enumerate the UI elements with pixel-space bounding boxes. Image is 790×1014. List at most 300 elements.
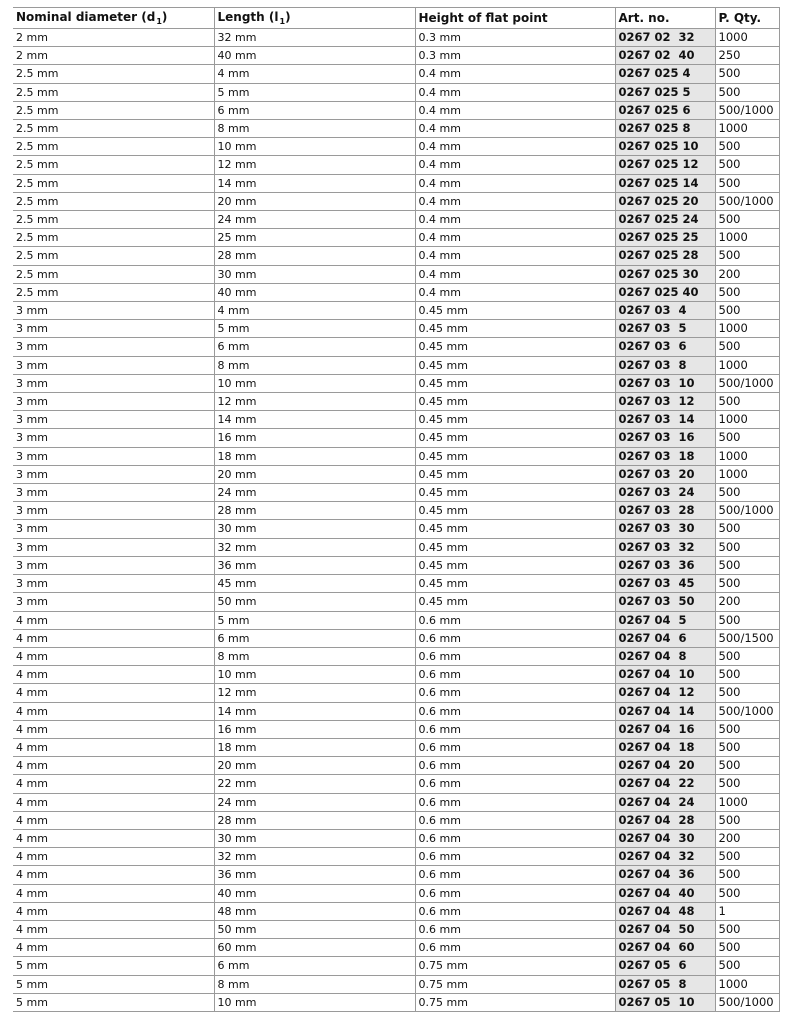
nominal-diameter-cell: 2.5 mm [13,156,214,174]
length-cell: 30 mm [214,829,415,847]
header-art-no: Art. no. [615,8,715,29]
art-no-cell: 0267 025 10 [615,138,715,156]
art-no-cell: 0267 03 4 [615,302,715,320]
p-qty-cell: 500 [715,484,779,502]
table-row [13,902,779,920]
art-no-cell: 0267 04 48 [615,902,715,920]
p-qty-cell: 1000 [715,229,779,247]
table-row [13,702,779,720]
flat-point-height-cell: 0.4 mm [415,229,615,247]
table-row [13,593,779,611]
p-qty-cell: 500 [715,939,779,957]
art-no-cell: 0267 03 45 [615,575,715,593]
nominal-diameter-cell: 4 mm [13,793,214,811]
p-qty-cell: 500 [715,684,779,702]
art-no-cell: 0267 025 20 [615,192,715,210]
length-cell: 20 mm [214,757,415,775]
flat-point-height-cell: 0.4 mm [415,138,615,156]
table-row [13,939,779,957]
nominal-diameter-cell: 3 mm [13,575,214,593]
length-cell: 16 mm [214,429,415,447]
art-no-cell: 0267 025 8 [615,120,715,138]
p-qty-cell: 500 [715,283,779,301]
nominal-diameter-cell: 4 mm [13,684,214,702]
table-row [13,775,779,793]
p-qty-cell: 500 [715,156,779,174]
length-cell: 24 mm [214,793,415,811]
table-row [13,484,779,502]
flat-point-height-cell: 0.45 mm [415,484,615,502]
flat-point-height-cell: 0.3 mm [415,47,615,65]
table-row [13,811,779,829]
nominal-diameter-cell: 2.5 mm [13,120,214,138]
p-qty-cell: 500 [715,957,779,975]
p-qty-cell: 1 [715,902,779,920]
flat-point-height-cell: 0.6 mm [415,866,615,884]
table-row [13,738,779,756]
length-cell: 45 mm [214,575,415,593]
nominal-diameter-cell: 2.5 mm [13,247,214,265]
nominal-diameter-cell: 3 mm [13,411,214,429]
nominal-diameter-cell: 4 mm [13,866,214,884]
table-row [13,83,779,101]
header-row [13,8,779,29]
nominal-diameter-cell: 5 mm [13,993,214,1011]
flat-point-height-cell: 0.6 mm [415,720,615,738]
flat-point-height-cell: 0.45 mm [415,374,615,392]
flat-point-height-cell: 0.6 mm [415,702,615,720]
p-qty-cell: 500 [715,338,779,356]
p-qty-cell: 500 [715,538,779,556]
length-cell: 10 mm [214,666,415,684]
table-row [13,884,779,902]
header-height-flat-point: Height of flat point [415,8,615,29]
table-row [13,575,779,593]
p-qty-cell: 500/1000 [715,101,779,119]
length-cell: 18 mm [214,738,415,756]
nominal-diameter-cell: 3 mm [13,302,214,320]
table-row [13,447,779,465]
art-no-cell: 0267 05 6 [615,957,715,975]
length-cell: 6 mm [214,629,415,647]
p-qty-cell: 500/1000 [715,192,779,210]
p-qty-cell: 1000 [715,320,779,338]
nominal-diameter-cell: 4 mm [13,702,214,720]
art-no-cell: 0267 03 50 [615,593,715,611]
p-qty-cell: 500 [715,520,779,538]
flat-point-height-cell: 0.4 mm [415,265,615,283]
flat-point-height-cell: 0.4 mm [415,120,615,138]
nominal-diameter-cell: 4 mm [13,757,214,775]
flat-point-height-cell: 0.6 mm [415,793,615,811]
flat-point-height-cell: 0.6 mm [415,757,615,775]
length-cell: 22 mm [214,775,415,793]
flat-point-height-cell: 0.45 mm [415,575,615,593]
art-no-cell: 0267 03 14 [615,411,715,429]
flat-point-height-cell: 0.45 mm [415,429,615,447]
p-qty-cell: 500 [715,83,779,101]
p-qty-cell: 500 [715,720,779,738]
table-row [13,666,779,684]
flat-point-height-cell: 0.4 mm [415,247,615,265]
p-qty-cell: 500 [715,247,779,265]
nominal-diameter-cell: 4 mm [13,775,214,793]
length-cell: 10 mm [214,138,415,156]
length-cell: 12 mm [214,393,415,411]
nominal-diameter-cell: 2.5 mm [13,65,214,83]
flat-point-height-cell: 0.75 mm [415,957,615,975]
art-no-cell: 0267 05 8 [615,975,715,993]
nominal-diameter-cell: 4 mm [13,939,214,957]
nominal-diameter-cell: 4 mm [13,629,214,647]
length-cell: 40 mm [214,283,415,301]
length-cell: 20 mm [214,192,415,210]
art-no-cell: 0267 04 30 [615,829,715,847]
p-qty-cell: 500/1000 [715,993,779,1011]
nominal-diameter-cell: 2.5 mm [13,192,214,210]
art-no-cell: 0267 03 16 [615,429,715,447]
nominal-diameter-cell: 5 mm [13,975,214,993]
table-row [13,265,779,283]
art-no-cell: 0267 025 30 [615,265,715,283]
table-row [13,502,779,520]
flat-point-height-cell: 0.45 mm [415,593,615,611]
nominal-diameter-cell: 4 mm [13,738,214,756]
flat-point-height-cell: 0.4 mm [415,192,615,210]
length-cell: 24 mm [214,211,415,229]
nominal-diameter-cell: 4 mm [13,811,214,829]
flat-point-height-cell: 0.6 mm [415,629,615,647]
art-no-cell: 0267 04 50 [615,920,715,938]
length-cell: 6 mm [214,338,415,356]
length-cell: 16 mm [214,720,415,738]
art-no-cell: 0267 04 36 [615,866,715,884]
table-row [13,283,779,301]
p-qty-cell: 500 [715,429,779,447]
p-qty-cell: 1000 [715,120,779,138]
nominal-diameter-cell: 3 mm [13,374,214,392]
nominal-diameter-cell: 4 mm [13,647,214,665]
nominal-diameter-cell: 3 mm [13,320,214,338]
nominal-diameter-cell: 4 mm [13,829,214,847]
p-qty-cell: 250 [715,47,779,65]
art-no-cell: 0267 05 10 [615,993,715,1011]
nominal-diameter-cell: 3 mm [13,429,214,447]
length-cell: 48 mm [214,902,415,920]
art-no-cell: 0267 04 18 [615,738,715,756]
flat-point-height-cell: 0.45 mm [415,502,615,520]
length-cell: 32 mm [214,29,415,47]
length-cell: 4 mm [214,65,415,83]
length-cell: 10 mm [214,993,415,1011]
table-row [13,356,779,374]
table-row [13,611,779,629]
flat-point-height-cell: 0.45 mm [415,556,615,574]
length-cell: 18 mm [214,447,415,465]
length-cell: 6 mm [214,101,415,119]
p-qty-cell: 500 [715,556,779,574]
flat-point-height-cell: 0.4 mm [415,211,615,229]
length-cell: 40 mm [214,884,415,902]
nominal-diameter-cell: 4 mm [13,611,214,629]
art-no-cell: 0267 025 6 [615,101,715,119]
art-no-cell: 0267 02 32 [615,29,715,47]
p-qty-cell: 500 [715,666,779,684]
table-row [13,647,779,665]
flat-point-height-cell: 0.45 mm [415,356,615,374]
art-no-cell: 0267 04 16 [615,720,715,738]
flat-point-height-cell: 0.4 mm [415,101,615,119]
table-row [13,302,779,320]
nominal-diameter-cell: 3 mm [13,465,214,483]
flat-point-height-cell: 0.6 mm [415,738,615,756]
p-qty-cell: 500 [715,65,779,83]
table-row [13,211,779,229]
flat-point-height-cell: 0.45 mm [415,520,615,538]
art-no-cell: 0267 03 30 [615,520,715,538]
art-no-cell: 0267 03 36 [615,556,715,574]
p-qty-cell: 500 [715,138,779,156]
table-row [13,192,779,210]
flat-point-height-cell: 0.45 mm [415,411,615,429]
p-qty-cell: 1000 [715,793,779,811]
nominal-diameter-cell: 3 mm [13,338,214,356]
p-qty-cell: 1000 [715,356,779,374]
nominal-diameter-cell: 4 mm [13,666,214,684]
length-cell: 12 mm [214,684,415,702]
table-row [13,374,779,392]
art-no-cell: 0267 03 18 [615,447,715,465]
flat-point-height-cell: 0.6 mm [415,611,615,629]
nominal-diameter-cell: 4 mm [13,848,214,866]
flat-point-height-cell: 0.75 mm [415,993,615,1011]
length-cell: 50 mm [214,920,415,938]
table-row [13,920,779,938]
p-qty-cell: 1000 [715,29,779,47]
length-cell: 14 mm [214,174,415,192]
nominal-diameter-cell: 2.5 mm [13,211,214,229]
header-nominal-diameter: Nominal diameter $(d_1)$ [13,8,214,29]
table-row [13,993,779,1011]
nominal-diameter-cell: 3 mm [13,538,214,556]
table-row [13,866,779,884]
table-row [13,848,779,866]
p-qty-cell: 200 [715,593,779,611]
flat-point-height-cell: 0.6 mm [415,647,615,665]
nominal-diameter-cell: 3 mm [13,593,214,611]
p-qty-cell: 1000 [715,465,779,483]
art-no-cell: 0267 04 10 [615,666,715,684]
p-qty-cell: 500 [715,647,779,665]
flat-point-height-cell: 0.6 mm [415,811,615,829]
art-no-cell: 0267 03 20 [615,465,715,483]
flat-point-height-cell: 0.45 mm [415,302,615,320]
nominal-diameter-cell: 2.5 mm [13,283,214,301]
table-row [13,138,779,156]
flat-point-height-cell: 0.6 mm [415,666,615,684]
length-cell: 8 mm [214,647,415,665]
table-row [13,556,779,574]
p-qty-cell: 500 [715,775,779,793]
art-no-cell: 0267 025 4 [615,65,715,83]
nominal-diameter-cell: 3 mm [13,556,214,574]
flat-point-height-cell: 0.45 mm [415,447,615,465]
flat-point-height-cell: 0.6 mm [415,884,615,902]
nominal-diameter-cell: 4 mm [13,884,214,902]
table-row [13,411,779,429]
flat-point-height-cell: 0.45 mm [415,465,615,483]
table-row [13,975,779,993]
length-cell: 60 mm [214,939,415,957]
art-no-cell: 0267 025 14 [615,174,715,192]
length-cell: 28 mm [214,247,415,265]
length-cell: 24 mm [214,484,415,502]
art-no-cell: 0267 03 24 [615,484,715,502]
art-no-cell: 0267 04 32 [615,848,715,866]
length-cell: 8 mm [214,120,415,138]
length-cell: 14 mm [214,702,415,720]
p-qty-cell: 500 [715,884,779,902]
nominal-diameter-cell: 3 mm [13,393,214,411]
table-row [13,29,779,47]
length-cell: 36 mm [214,556,415,574]
art-no-cell: 0267 04 60 [615,939,715,957]
art-no-cell: 0267 025 25 [615,229,715,247]
art-no-cell: 0267 04 40 [615,884,715,902]
nominal-diameter-cell: 4 mm [13,920,214,938]
art-no-cell: 0267 04 8 [615,647,715,665]
length-cell: 8 mm [214,356,415,374]
nominal-diameter-cell: 2.5 mm [13,229,214,247]
length-cell: 30 mm [214,520,415,538]
art-no-cell: 0267 02 40 [615,47,715,65]
table-row [13,757,779,775]
length-cell: 30 mm [214,265,415,283]
length-cell: 8 mm [214,975,415,993]
nominal-diameter-cell: 2.5 mm [13,174,214,192]
table-row [13,47,779,65]
p-qty-cell: 500 [715,575,779,593]
nominal-diameter-cell: 3 mm [13,520,214,538]
nominal-diameter-cell: 2.5 mm [13,83,214,101]
art-no-cell: 0267 03 12 [615,393,715,411]
length-cell: 25 mm [214,229,415,247]
length-cell: 20 mm [214,465,415,483]
length-cell: 28 mm [214,502,415,520]
length-cell: 5 mm [214,320,415,338]
art-no-cell: 0267 025 28 [615,247,715,265]
table-row [13,174,779,192]
flat-point-height-cell: 0.45 mm [415,338,615,356]
art-no-cell: 0267 04 22 [615,775,715,793]
length-cell: 40 mm [214,47,415,65]
table-row [13,720,779,738]
flat-point-height-cell: 0.6 mm [415,829,615,847]
flat-point-height-cell: 0.6 mm [415,939,615,957]
art-no-cell: 0267 03 8 [615,356,715,374]
nominal-diameter-cell: 5 mm [13,957,214,975]
flat-point-height-cell: 0.6 mm [415,902,615,920]
table-row [13,429,779,447]
nominal-diameter-cell: 2.5 mm [13,265,214,283]
table-row [13,629,779,647]
table-row [13,120,779,138]
nominal-diameter-cell: 2.5 mm [13,138,214,156]
art-no-cell: 0267 04 24 [615,793,715,811]
flat-point-height-cell: 0.4 mm [415,156,615,174]
p-qty-cell: 500 [715,174,779,192]
length-cell: 5 mm [214,611,415,629]
table-row [13,684,779,702]
length-cell: 28 mm [214,811,415,829]
p-qty-cell: 500 [715,211,779,229]
flat-point-height-cell: 0.45 mm [415,320,615,338]
p-qty-cell: 500/1000 [715,702,779,720]
table-row [13,320,779,338]
nominal-diameter-cell: 4 mm [13,902,214,920]
art-no-cell: 0267 03 32 [615,538,715,556]
table-row [13,393,779,411]
length-cell: 6 mm [214,957,415,975]
length-cell: 50 mm [214,593,415,611]
length-cell: 5 mm [214,83,415,101]
art-no-cell: 0267 04 28 [615,811,715,829]
table-row [13,465,779,483]
art-no-cell: 0267 03 28 [615,502,715,520]
flat-point-height-cell: 0.6 mm [415,775,615,793]
art-no-cell: 0267 04 6 [615,629,715,647]
table-row [13,65,779,83]
art-no-cell: 0267 04 14 [615,702,715,720]
table-row [13,793,779,811]
p-qty-cell: 500 [715,848,779,866]
length-cell: 12 mm [214,156,415,174]
flat-point-height-cell: 0.3 mm [415,29,615,47]
header-p-qty: P. Qty. [715,8,779,29]
art-no-cell: 0267 025 24 [615,211,715,229]
flat-point-height-cell: 0.6 mm [415,920,615,938]
nominal-diameter-cell: 3 mm [13,502,214,520]
table-row [13,338,779,356]
nominal-diameter-cell: 3 mm [13,447,214,465]
art-no-cell: 0267 04 20 [615,757,715,775]
table-row [13,229,779,247]
length-cell: 32 mm [214,848,415,866]
table-row [13,247,779,265]
table-row [13,538,779,556]
art-no-cell: 0267 03 10 [615,374,715,392]
flat-point-height-cell: 0.4 mm [415,283,615,301]
spec-table [13,7,780,1012]
p-qty-cell: 1000 [715,447,779,465]
flat-point-height-cell: 0.4 mm [415,83,615,101]
art-no-cell: 0267 04 12 [615,684,715,702]
p-qty-cell: 500/1000 [715,374,779,392]
table-row [13,957,779,975]
table-row [13,101,779,119]
flat-point-height-cell: 0.4 mm [415,174,615,192]
p-qty-cell: 200 [715,265,779,283]
header-length: Length $(l_1)$ [214,8,415,29]
nominal-diameter-cell: 2.5 mm [13,101,214,119]
flat-point-height-cell: 0.45 mm [415,393,615,411]
art-no-cell: 0267 025 12 [615,156,715,174]
p-qty-cell: 500 [715,611,779,629]
p-qty-cell: 500 [715,738,779,756]
table-row [13,520,779,538]
p-qty-cell: 200 [715,829,779,847]
p-qty-cell: 1000 [715,975,779,993]
